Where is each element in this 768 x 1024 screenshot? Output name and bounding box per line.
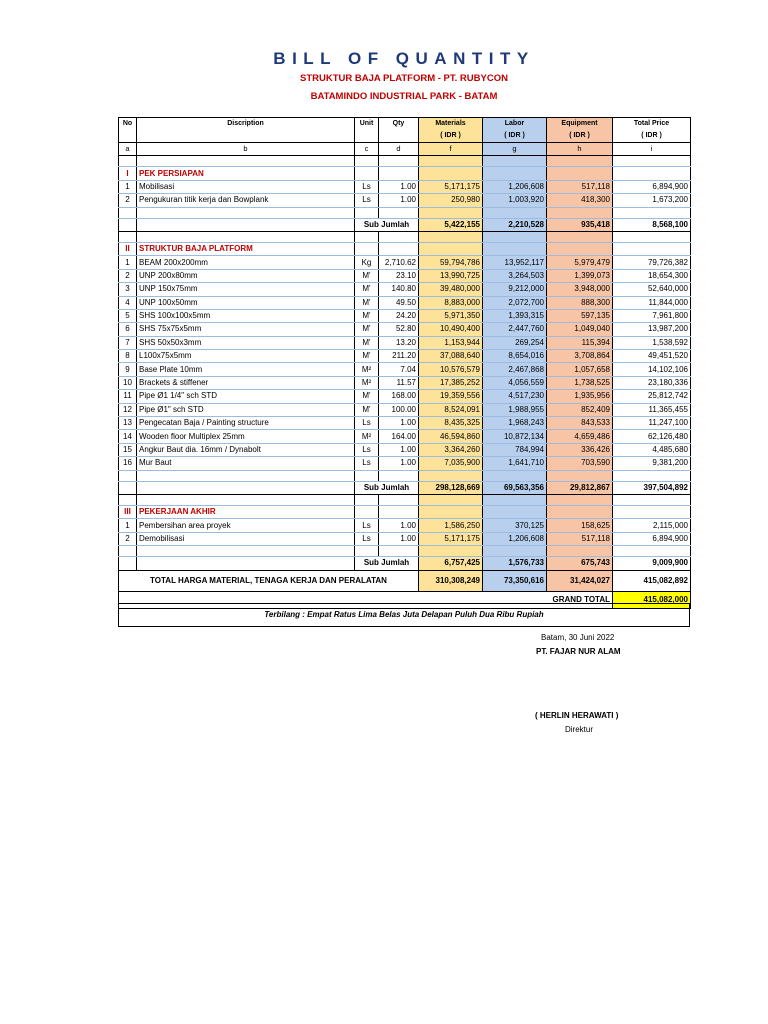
item-materials: 46,594,860	[419, 430, 483, 443]
item-description: Brackets & stiffener	[137, 376, 355, 389]
item-qty: 1.00	[379, 532, 419, 545]
item-labor: 1,988,955	[483, 403, 547, 416]
item-materials: 8,435,325	[419, 417, 483, 430]
item-total: 6,894,900	[613, 180, 691, 193]
item-unit: M'	[355, 390, 379, 403]
col-header-materials: Materials	[419, 118, 483, 131]
item-qty: 1.00	[379, 443, 419, 456]
item-labor: 3,264,503	[483, 269, 547, 282]
item-no: 12	[119, 403, 137, 416]
item-description: L100x75x5mm	[137, 350, 355, 363]
item-equipment: 1,738,525	[547, 376, 613, 389]
item-materials: 39,480,000	[419, 283, 483, 296]
item-equipment: 5,979,479	[547, 256, 613, 269]
item-total: 13,987,200	[613, 323, 691, 336]
item-unit: Ls	[355, 519, 379, 532]
item-no: 16	[119, 457, 137, 470]
item-equipment: 517,118	[547, 532, 613, 545]
table-row	[119, 519, 691, 532]
item-qty: 23.10	[379, 269, 419, 282]
item-description: SHS 50x50x3mm	[137, 336, 355, 349]
item-materials: 250,980	[419, 194, 483, 207]
subtotal-materials: 298,128,669	[419, 481, 483, 494]
subtotal-equipment: 29,812,867	[547, 481, 613, 494]
col-header-equipment: Equipment	[547, 118, 613, 131]
item-unit: M²	[355, 376, 379, 389]
item-unit: M'	[355, 403, 379, 416]
item-equipment: 852,409	[547, 403, 613, 416]
item-labor: 2,072,700	[483, 296, 547, 309]
table-row	[119, 350, 691, 363]
section-header	[119, 505, 691, 518]
item-total: 11,365,455	[613, 403, 691, 416]
item-total: 7,961,800	[613, 309, 691, 322]
item-unit: Ls	[355, 180, 379, 193]
item-materials: 59,794,786	[419, 256, 483, 269]
item-qty: 140.80	[379, 283, 419, 296]
item-materials: 8,524,091	[419, 403, 483, 416]
subtotal-label: Sub Jumlah	[355, 557, 419, 570]
col-header-qty: Qty	[379, 118, 419, 131]
item-materials: 19,359,556	[419, 390, 483, 403]
item-total: 14,102,106	[613, 363, 691, 376]
subtotal-labor: 1,576,733	[483, 557, 547, 570]
item-no: 2	[119, 532, 137, 545]
item-materials: 13,990,725	[419, 269, 483, 282]
item-equipment: 336,426	[547, 443, 613, 456]
item-description: Pembersihan area proyek	[137, 519, 355, 532]
item-qty: 52.80	[379, 323, 419, 336]
item-no: 15	[119, 443, 137, 456]
item-equipment: 418,300	[547, 194, 613, 207]
item-labor: 1,206,608	[483, 180, 547, 193]
item-materials: 5,171,175	[419, 180, 483, 193]
project-title: STRUKTUR BAJA PLATFORM - PT. RUBYCON	[300, 73, 508, 84]
table-row	[119, 309, 691, 322]
total-label: TOTAL HARGA MATERIAL, TENAGA KERJA DAN PERALATAN	[119, 570, 419, 591]
item-description: Pipe Ø1" sch STD	[137, 403, 355, 416]
item-total: 2,115,000	[613, 519, 691, 532]
item-materials: 5,171,175	[419, 532, 483, 545]
item-materials: 8,883,000	[419, 296, 483, 309]
item-materials: 1,153,944	[419, 336, 483, 349]
item-description: Wooden floor Multiplex 25mm	[137, 430, 355, 443]
table-row	[119, 256, 691, 269]
item-no: 1	[119, 519, 137, 532]
item-qty: 1.00	[379, 457, 419, 470]
table-row	[119, 296, 691, 309]
item-equipment: 843,533	[547, 417, 613, 430]
item-description: UNP 150x75mm	[137, 283, 355, 296]
item-qty: 49.50	[379, 296, 419, 309]
item-labor: 370,125	[483, 519, 547, 532]
total-total: 415,082,892	[613, 570, 691, 591]
col-header-labor: Labor	[483, 118, 547, 131]
item-total: 49,451,520	[613, 350, 691, 363]
item-qty: 11.57	[379, 376, 419, 389]
item-qty: 164.00	[379, 430, 419, 443]
col-unit-materials: ( IDR )	[419, 130, 483, 143]
item-equipment: 1,935,956	[547, 390, 613, 403]
table-row	[119, 283, 691, 296]
item-unit: M'	[355, 296, 379, 309]
company-name: PT. FAJAR NUR ALAM	[536, 647, 621, 656]
table-row	[119, 443, 691, 456]
item-description: Demobilisasi	[137, 532, 355, 545]
table-row	[119, 336, 691, 349]
subtotal-equipment: 675,743	[547, 557, 613, 570]
subtotal-labor: 2,210,528	[483, 218, 547, 231]
item-unit: M²	[355, 363, 379, 376]
subtotal-row	[119, 481, 691, 494]
subtotal-row	[119, 557, 691, 570]
col-unit-labor: ( IDR )	[483, 130, 547, 143]
item-no: 3	[119, 283, 137, 296]
item-labor: 1,393,315	[483, 309, 547, 322]
item-no: 2	[119, 269, 137, 282]
item-qty: 100.00	[379, 403, 419, 416]
item-description: UNP 100x50mm	[137, 296, 355, 309]
item-qty: 211.20	[379, 350, 419, 363]
subtotal-total: 397,504,892	[613, 481, 691, 494]
item-labor: 2,467,868	[483, 363, 547, 376]
item-description: Pengecatan Baja / Painting structure	[137, 417, 355, 430]
section-name: STRUKTUR BAJA PLATFORM	[137, 242, 355, 255]
item-qty: 13.20	[379, 336, 419, 349]
item-description: UNP 200x80mm	[137, 269, 355, 282]
item-total: 25,812,742	[613, 390, 691, 403]
item-labor: 1,003,920	[483, 194, 547, 207]
item-no: 9	[119, 363, 137, 376]
table-row	[119, 180, 691, 193]
subtotal-total: 9,009,900	[613, 557, 691, 570]
column-id-row: a b c d f g h i	[119, 143, 691, 156]
item-qty: 2,710.62	[379, 256, 419, 269]
item-total: 1,673,200	[613, 194, 691, 207]
item-no: 1	[119, 180, 137, 193]
item-labor: 8,654,016	[483, 350, 547, 363]
item-total: 4,485,680	[613, 443, 691, 456]
document-title: BILL OF QUANTITY	[273, 49, 535, 68]
item-no: 2	[119, 194, 137, 207]
grand-total-value: 415,082,000	[613, 591, 691, 608]
item-equipment: 3,708,864	[547, 350, 613, 363]
item-total: 11,844,000	[613, 296, 691, 309]
item-description: Pipe Ø1 1/4" sch STD	[137, 390, 355, 403]
item-materials: 1,586,250	[419, 519, 483, 532]
item-unit: Ls	[355, 457, 379, 470]
total-labor: 73,350,616	[483, 570, 547, 591]
section-name: PEK PERSIAPAN	[137, 167, 355, 180]
item-unit: M'	[355, 283, 379, 296]
subtotal-total: 8,568,100	[613, 218, 691, 231]
project-location: BATAMINDO INDUSTRIAL PARK - BATAM	[310, 91, 498, 102]
item-total: 23,180,336	[613, 376, 691, 389]
col-header-total: Total Price	[613, 118, 691, 131]
subtotal-labor: 69,563,356	[483, 481, 547, 494]
item-total: 1,538,592	[613, 336, 691, 349]
item-unit: Kg	[355, 256, 379, 269]
item-equipment: 158,625	[547, 519, 613, 532]
col-header-desc: Discription	[137, 118, 355, 131]
total-equipment: 31,424,027	[547, 570, 613, 591]
boq-table	[118, 117, 691, 609]
item-unit: M'	[355, 350, 379, 363]
item-qty: 1.00	[379, 194, 419, 207]
item-description: SHS 100x100x5mm	[137, 309, 355, 322]
item-equipment: 888,300	[547, 296, 613, 309]
item-no: 13	[119, 417, 137, 430]
table-row	[119, 269, 691, 282]
item-no: 6	[119, 323, 137, 336]
item-description: Base Plate 10mm	[137, 363, 355, 376]
item-total: 11,247,100	[613, 417, 691, 430]
item-labor: 784,994	[483, 443, 547, 456]
subtotal-equipment: 935,418	[547, 218, 613, 231]
col-unit-equipment: ( IDR )	[547, 130, 613, 143]
table-row	[119, 323, 691, 336]
item-no: 7	[119, 336, 137, 349]
item-qty: 1.00	[379, 519, 419, 532]
col-unit-total: ( IDR )	[613, 130, 691, 143]
item-no: 11	[119, 390, 137, 403]
item-total: 52,640,000	[613, 283, 691, 296]
table-row	[119, 417, 691, 430]
item-qty: 1.00	[379, 417, 419, 430]
item-materials: 10,490,400	[419, 323, 483, 336]
item-description: Mobilisasi	[137, 180, 355, 193]
item-unit: M'	[355, 309, 379, 322]
item-labor: 269,254	[483, 336, 547, 349]
item-total: 18,654,300	[613, 269, 691, 282]
subtotal-label: Sub Jumlah	[355, 218, 419, 231]
item-unit: Ls	[355, 417, 379, 430]
item-unit: Ls	[355, 443, 379, 456]
section-number: III	[119, 505, 137, 518]
section-name: PEKERJAAN AKHIR	[137, 505, 355, 518]
section-number: II	[119, 242, 137, 255]
item-qty: 1.00	[379, 180, 419, 193]
item-materials: 10,576,579	[419, 363, 483, 376]
subtotal-label: Sub Jumlah	[355, 481, 419, 494]
item-total: 9,381,200	[613, 457, 691, 470]
item-description: Mur Baut	[137, 457, 355, 470]
total-row	[119, 570, 691, 591]
item-no: 14	[119, 430, 137, 443]
signer-name: ( HERLIN HERAWATI )	[535, 711, 619, 720]
item-labor: 2,447,760	[483, 323, 547, 336]
item-labor: 9,212,000	[483, 283, 547, 296]
item-description: Angkur Baut dia. 16mm / Dynabolt	[137, 443, 355, 456]
item-materials: 3,364,260	[419, 443, 483, 456]
table-row	[119, 363, 691, 376]
item-unit: M'	[355, 323, 379, 336]
item-unit: Ls	[355, 194, 379, 207]
item-equipment: 517,118	[547, 180, 613, 193]
subtotal-materials: 6,757,425	[419, 557, 483, 570]
amount-in-words: Terbilang : Empat Ratus Lima Belas Juta Delapan Puluh Dua Ribu Rupiah	[118, 603, 690, 627]
item-labor: 1,206,608	[483, 532, 547, 545]
item-equipment: 3,948,000	[547, 283, 613, 296]
item-total: 6,894,900	[613, 532, 691, 545]
subtotal-row	[119, 218, 691, 231]
table-row	[119, 430, 691, 443]
item-unit: Ls	[355, 532, 379, 545]
item-description: BEAM 200x200mm	[137, 256, 355, 269]
table-row	[119, 457, 691, 470]
item-qty: 24.20	[379, 309, 419, 322]
item-equipment: 4,659,486	[547, 430, 613, 443]
item-materials: 17,385,252	[419, 376, 483, 389]
section-header	[119, 167, 691, 180]
item-unit: M²	[355, 430, 379, 443]
item-no: 4	[119, 296, 137, 309]
section-number: I	[119, 167, 137, 180]
item-qty: 7.04	[379, 363, 419, 376]
item-qty: 168.00	[379, 390, 419, 403]
item-materials: 7,035,900	[419, 457, 483, 470]
section-header	[119, 242, 691, 255]
item-labor: 10,872,134	[483, 430, 547, 443]
table-row	[119, 403, 691, 416]
table-row	[119, 194, 691, 207]
table-row	[119, 376, 691, 389]
item-no: 8	[119, 350, 137, 363]
item-labor: 1,641,710	[483, 457, 547, 470]
grand-total-label: GRAND TOTAL	[547, 591, 613, 608]
item-no: 5	[119, 309, 137, 322]
subtotal-materials: 5,422,155	[419, 218, 483, 231]
item-no: 1	[119, 256, 137, 269]
signer-role: Direktur	[565, 725, 594, 734]
item-equipment: 703,590	[547, 457, 613, 470]
item-equipment: 1,057,658	[547, 363, 613, 376]
item-no: 10	[119, 376, 137, 389]
item-materials: 5,971,350	[419, 309, 483, 322]
item-labor: 13,952,117	[483, 256, 547, 269]
item-equipment: 1,399,073	[547, 269, 613, 282]
item-total: 62,126,480	[613, 430, 691, 443]
item-equipment: 597,135	[547, 309, 613, 322]
item-materials: 37,088,640	[419, 350, 483, 363]
col-header-unit: Unit	[355, 118, 379, 131]
item-description: Pengukuran titik kerja dan Bowplank	[137, 194, 355, 207]
item-labor: 1,968,243	[483, 417, 547, 430]
total-materials: 310,308,249	[419, 570, 483, 591]
item-equipment: 115,394	[547, 336, 613, 349]
item-equipment: 1,049,040	[547, 323, 613, 336]
table-row	[119, 390, 691, 403]
col-header-no: No	[119, 118, 137, 131]
item-unit: M'	[355, 269, 379, 282]
place-date: Batam, 30 Juni 2022	[541, 633, 615, 642]
item-labor: 4,517,230	[483, 390, 547, 403]
table-row	[119, 532, 691, 545]
item-description: SHS 75x75x5mm	[137, 323, 355, 336]
item-unit: M'	[355, 336, 379, 349]
item-total: 79,726,382	[613, 256, 691, 269]
item-labor: 4,056,559	[483, 376, 547, 389]
